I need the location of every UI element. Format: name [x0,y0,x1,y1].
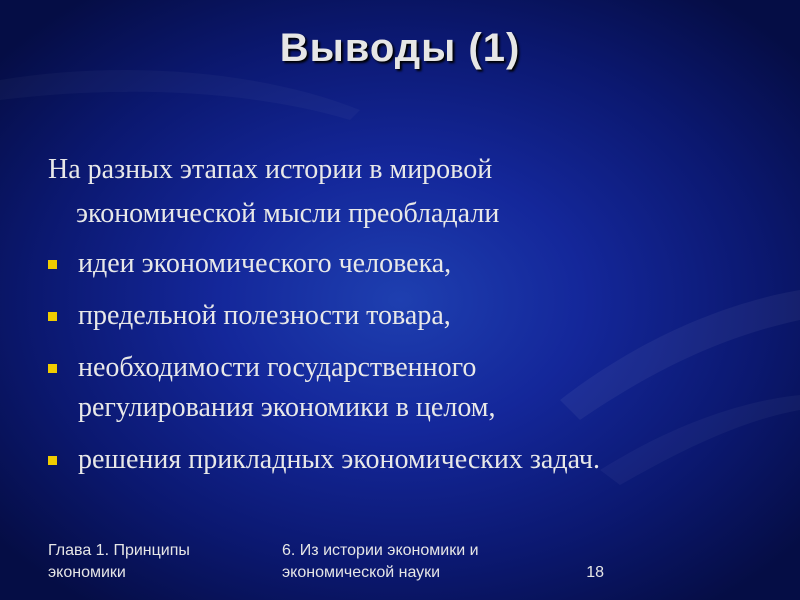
slide-title: Выводы (1) [279,26,521,70]
bullet-text: необходимости государственного [78,352,477,383]
bullet-item [48,244,768,284]
bullet-text: решения прикладных экономических задач. [78,444,600,475]
square-bullet-icon [48,312,57,321]
bullet-item [48,296,768,336]
intro-paragraph [48,148,748,236]
bullet-item [48,440,768,480]
intro-line-1: На разных этапах истории в мировой [48,154,493,185]
intro-line-2: экономической мысли преобладали [76,198,500,229]
bullet-text: предельной полезности товара, [78,300,451,331]
bullet-list [48,244,768,492]
footer-section-line-2: экономической науки [282,564,441,581]
bullet-text-continued: регулирования экономики в целом, [78,392,496,423]
bullet-item [48,348,768,428]
footer-chapter [48,540,268,584]
footer-section-line-1: 6. Из истории экономики и [282,542,479,559]
footer-chapter-line-2: экономики [48,564,126,581]
bullet-text: идеи экономического человека, [78,248,452,279]
square-bullet-icon [48,364,57,373]
page-number: 18 [586,564,604,581]
square-bullet-icon [48,260,57,269]
square-bullet-icon [48,456,57,465]
footer-section [282,540,562,584]
footer-chapter-line-1: Глава 1. Принципы [48,542,190,559]
